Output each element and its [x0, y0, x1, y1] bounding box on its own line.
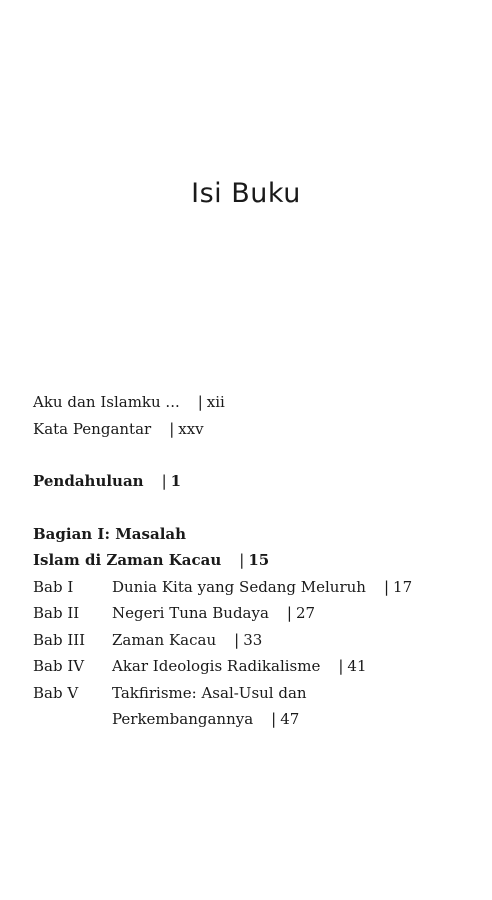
toc-entry-part-one[interactable] [33, 547, 473, 574]
page-separator: | [271, 710, 277, 728]
toc-entry-page: xii [206, 393, 225, 411]
toc-entry-title: Pendahuluan [33, 472, 144, 490]
chapter-title: Akar Ideologis Radikalisme [112, 657, 321, 675]
chapter-page: 47 [280, 710, 300, 728]
part-heading-text: Bagian I: Masalah [33, 524, 187, 543]
toc-entry-page: xxv [178, 419, 204, 438]
toc-entry-page: 15 [248, 551, 270, 569]
chapter-number: Bab III [33, 630, 86, 649]
chapter-title-continued: Perkembangannya [112, 710, 254, 728]
page-separator: | [338, 657, 344, 675]
toc-entry-chapter-5[interactable] [33, 680, 473, 707]
toc-entry-preface[interactable] [33, 389, 473, 416]
page-separator: | [239, 551, 245, 569]
chapter-title: Takfirisme: Asal-Usul dan [112, 683, 307, 702]
page-separator: | [234, 630, 240, 649]
page-separator: | [286, 604, 292, 622]
part-heading [33, 521, 473, 548]
chapter-page: 41 [347, 657, 367, 675]
chapter-title: Zaman Kacau [112, 630, 217, 649]
toc-entry-title: Aku dan Islamku ... [33, 393, 180, 411]
toc-entry-page: 1 [170, 472, 182, 490]
chapter-title: Negeri Tuna Budaya [112, 604, 269, 622]
page-separator: | [197, 393, 203, 411]
chapter-number: Bab I [33, 577, 74, 596]
chapter-page: 17 [393, 577, 413, 596]
toc-entry-title: Islam di Zaman Kacau [33, 551, 222, 569]
toc-entry-chapter-3[interactable] [33, 627, 473, 654]
chapter-title: Dunia Kita yang Sedang Meluruh [112, 577, 366, 596]
page-separator: | [169, 419, 175, 438]
toc-entry-chapter-1[interactable] [33, 574, 473, 601]
chapter-number: Bab IV [33, 657, 85, 675]
toc-entry-chapter-4[interactable] [33, 653, 473, 680]
page-separator: | [161, 472, 167, 490]
chapter-number: Bab II [33, 604, 80, 622]
chapter-number: Bab V [33, 683, 79, 702]
toc-entry-chapter-2[interactable] [33, 600, 473, 627]
toc-entry-foreword[interactable] [33, 416, 473, 443]
toc-entry-chapter-5-continued[interactable] [33, 706, 473, 733]
chapter-page: 33 [243, 630, 263, 649]
page-title: Isi Buku [191, 178, 301, 209]
chapter-page: 27 [295, 604, 316, 622]
toc-entry-title: Kata Pengantar [33, 419, 152, 438]
table-of-contents [33, 389, 473, 733]
page-separator: | [383, 577, 390, 596]
toc-entry-introduction[interactable] [33, 468, 473, 495]
